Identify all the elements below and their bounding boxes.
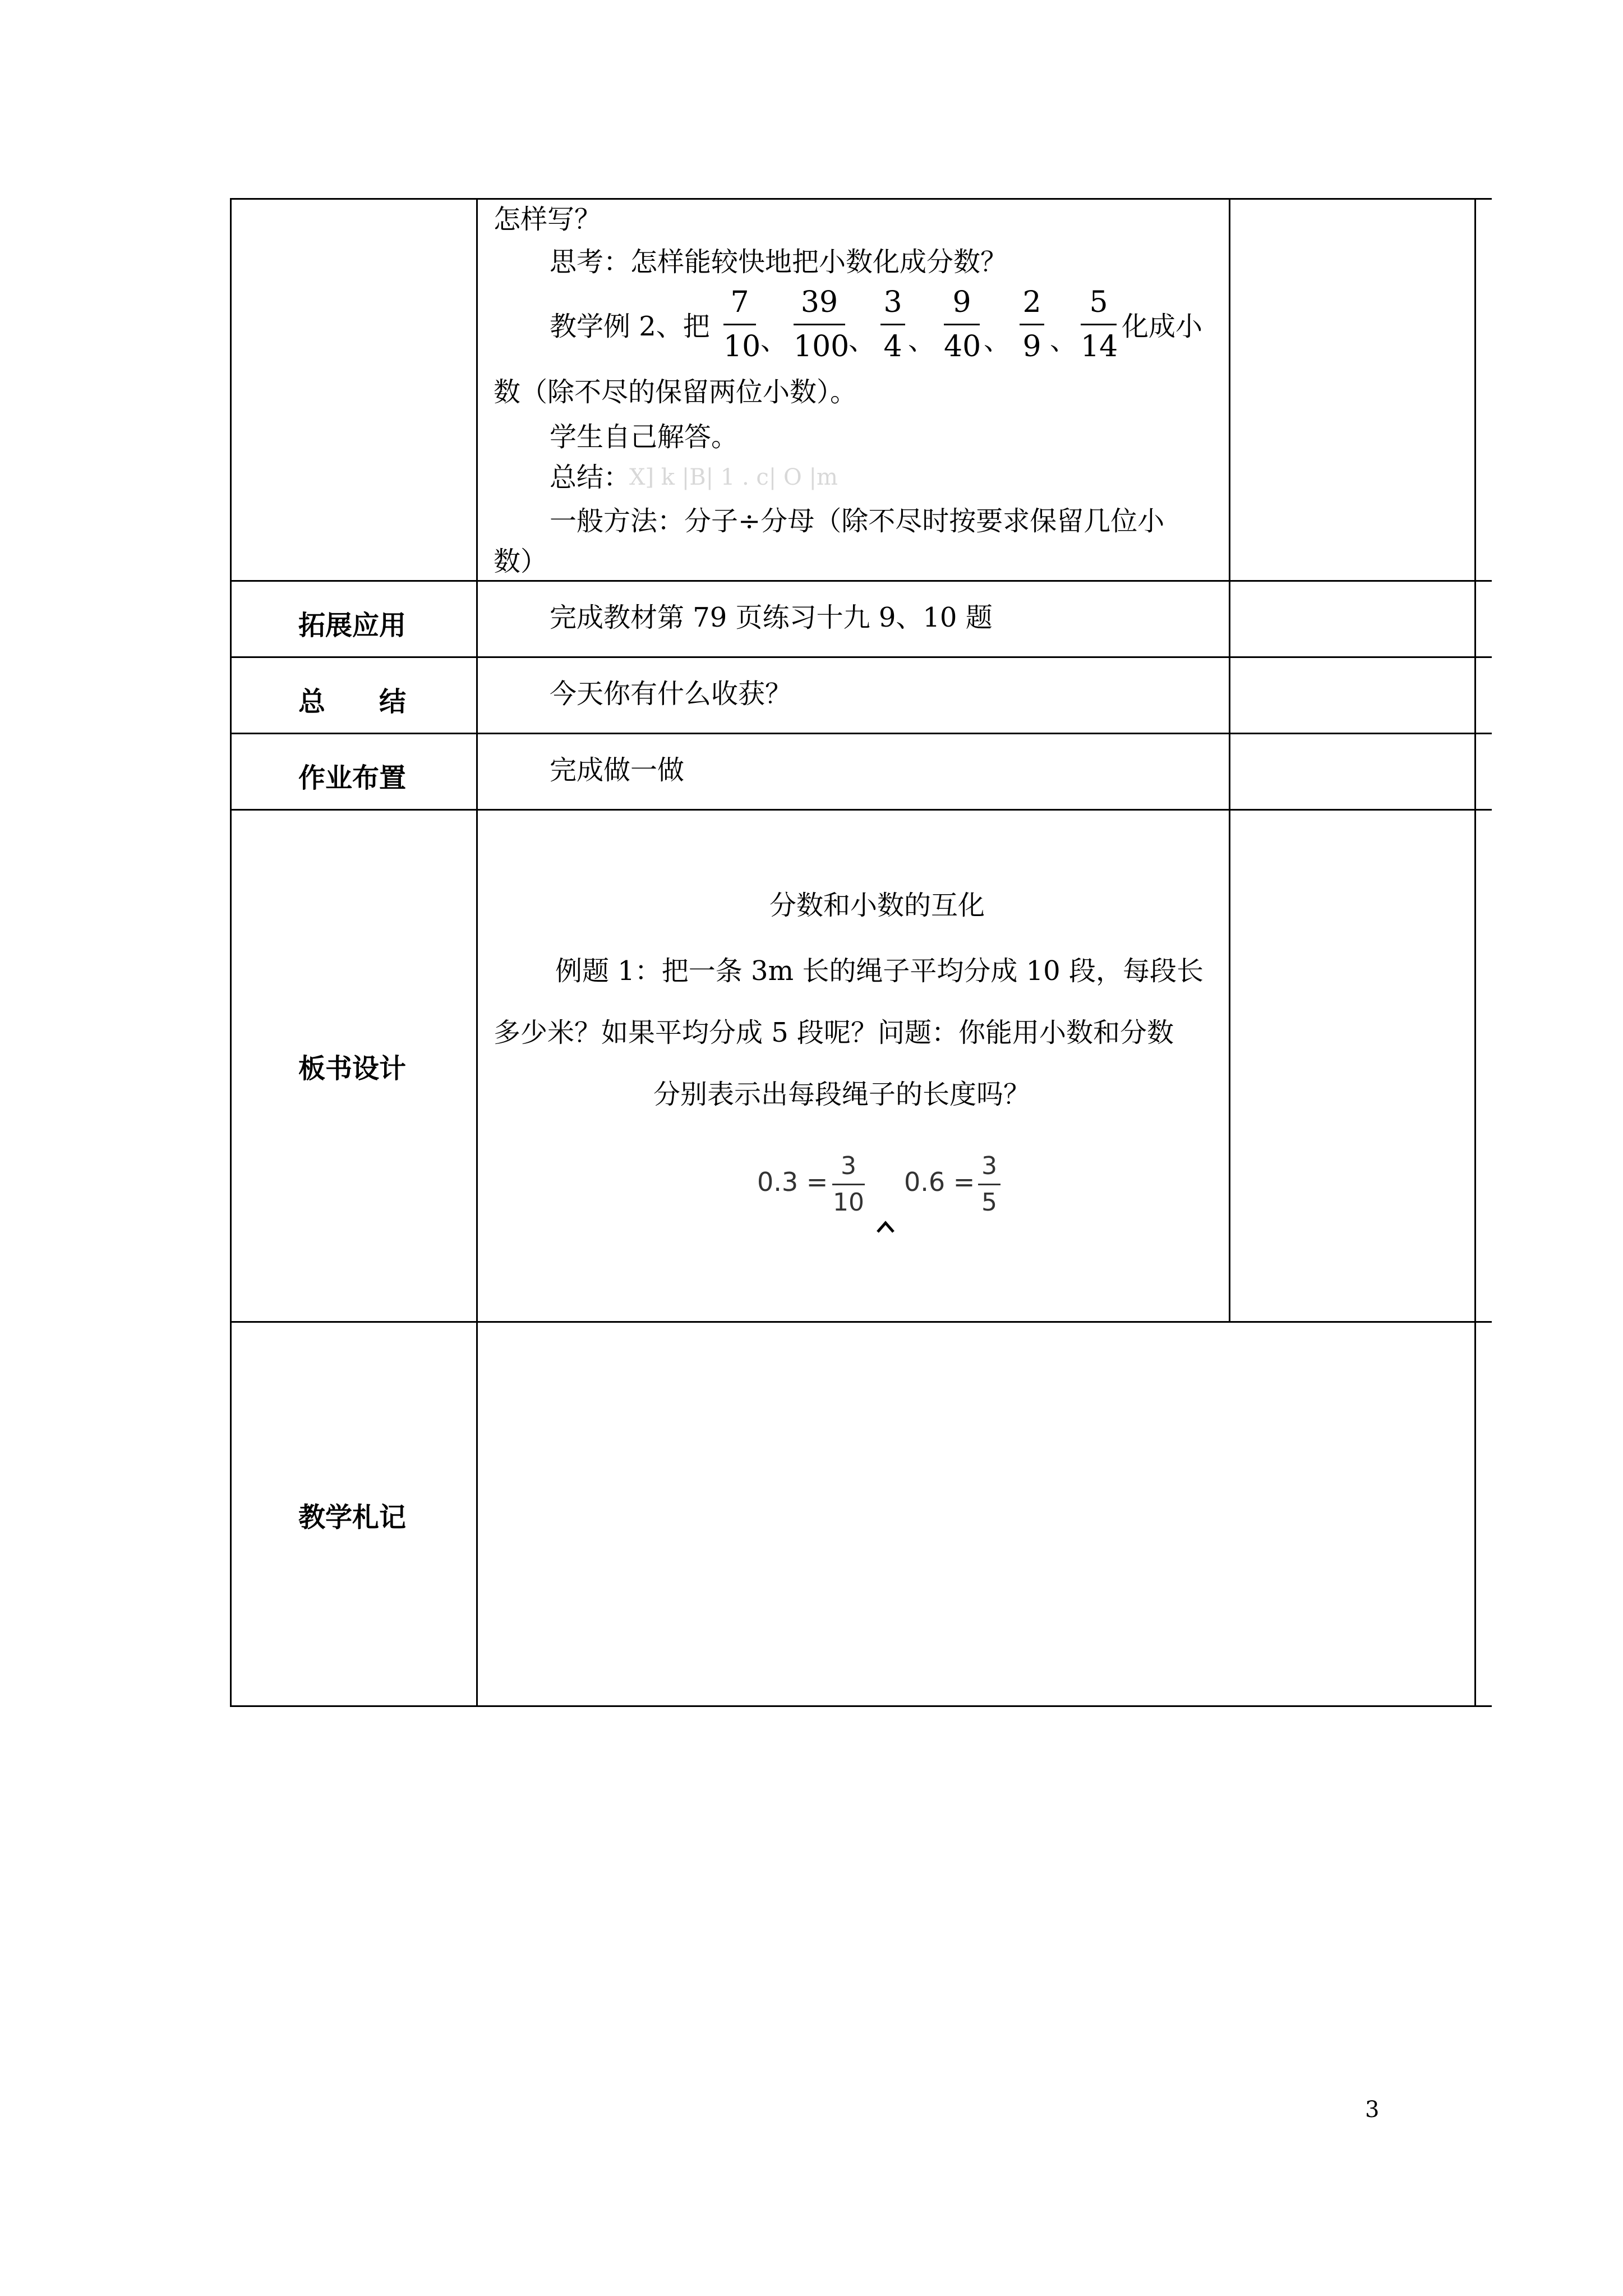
label-extension: 拓展应用: [298, 610, 406, 641]
separator: 、: [1050, 325, 1077, 356]
fraction-denominator: 14: [1081, 330, 1118, 364]
table-border-top: [230, 198, 1492, 200]
fraction-2-9: [1020, 284, 1044, 365]
table-row-divider: [230, 809, 1492, 811]
example2-suffix: 化成小: [1122, 311, 1203, 342]
fraction-denominator: 9: [1022, 330, 1041, 364]
fraction-bar: [723, 324, 756, 325]
row1-line1: 怎样写？: [494, 204, 602, 235]
homework-content: 完成做一做: [550, 754, 685, 786]
fraction-denominator: 10: [833, 1188, 864, 1217]
caret-icon: [876, 1217, 895, 1234]
fraction-numerator: 2: [1022, 286, 1041, 319]
label-teaching-notes: 教学札记: [298, 1502, 406, 1533]
page-number: 3: [1365, 2097, 1380, 2123]
extension-content: 完成教材第 79 页练习十九 9、10 题: [550, 602, 993, 633]
board-line1: 例题 1：把一条 3m 长的绳子平均分成 10 段，每段长: [555, 955, 1204, 987]
summary-label: 总结：: [550, 462, 631, 493]
label-summary: 总 结: [298, 686, 406, 717]
fraction-bar: [1020, 324, 1044, 325]
label-board-design: 板书设计: [298, 1053, 406, 1084]
fraction-bar: [880, 324, 905, 325]
row1-line2: 思考：怎样能较快地把小数化成分数？: [550, 246, 1008, 278]
table-row-divider: [230, 656, 1492, 658]
table-row-divider: [230, 580, 1492, 582]
table-row-divider: [230, 733, 1492, 734]
separator: 、: [908, 325, 935, 356]
fraction-numerator: 5: [1089, 286, 1108, 319]
fraction-39-100: [794, 284, 850, 365]
equation-2-left: 0.6 =: [904, 1167, 975, 1197]
board-line3: 分别表示出每段绳子的长度吗？: [653, 1079, 1031, 1110]
equation-1-fraction: [832, 1151, 865, 1218]
row1-line4: 数（除不尽的保留两位小数）。: [494, 376, 857, 408]
fraction-5-14: [1081, 284, 1117, 365]
example2-prefix: 教学例 2、把: [550, 311, 710, 342]
board-title: 分数和小数的互化: [769, 890, 985, 921]
fraction-numerator: 3: [883, 286, 902, 319]
row1-line5: 学生自己解答。: [550, 421, 739, 453]
separator: 、: [760, 325, 788, 356]
equation-1-left: 0.3 =: [757, 1167, 828, 1197]
fraction-bar: [1081, 324, 1117, 325]
summary-content: 今天你有什么收获？: [550, 678, 792, 710]
table-border-left: [230, 198, 232, 1707]
fraction-denominator: 10: [723, 330, 761, 364]
summary-watermark-text: X] k |B| 1 . c| O |m: [629, 464, 838, 490]
fraction-denominator: 5: [981, 1188, 997, 1217]
fraction-bar: [832, 1184, 865, 1185]
fraction-bar: [978, 1184, 1000, 1185]
fraction-numerator: 9: [952, 286, 971, 319]
fraction-denominator: 40: [944, 330, 981, 364]
fraction-bar: [794, 324, 845, 325]
equation-2-fraction: [978, 1151, 1000, 1218]
separator: 、: [849, 325, 876, 356]
fraction-numerator: 7: [730, 286, 749, 319]
fraction-denominator: 100: [794, 330, 850, 364]
table-column-divider: [476, 198, 478, 1707]
table-row-divider: [230, 1321, 1492, 1323]
fraction-3-4: [880, 284, 905, 365]
fraction-numerator: 3: [981, 1152, 997, 1180]
separator: 、: [984, 325, 1011, 356]
fraction-numerator: 3: [841, 1152, 856, 1180]
table-border-bottom: [230, 1705, 1492, 1707]
fraction-7-10: [723, 284, 761, 365]
label-homework: 作业布置: [298, 762, 406, 794]
fraction-numerator: 39: [800, 286, 838, 319]
fraction-9-40: [944, 284, 980, 365]
board-line2: 多少米？如果平均分成 5 段呢？问题：你能用小数和分数: [494, 1017, 1174, 1048]
table-border-right: [1474, 198, 1476, 1707]
row1-line7: 一般方法：分子÷分母（除不尽时按要求保留几位小: [550, 505, 1165, 537]
table-column-divider: [1229, 198, 1230, 1323]
fraction-denominator: 4: [883, 330, 902, 364]
fraction-bar: [944, 324, 980, 325]
row1-line8: 数）: [494, 546, 548, 577]
